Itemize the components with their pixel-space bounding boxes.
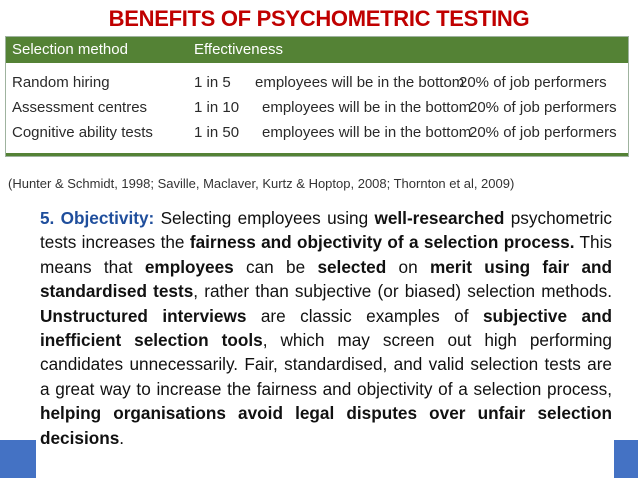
header-selection-method: Selection method [12, 41, 128, 58]
bold-run: selected [317, 256, 387, 277]
bold-run: merit using fair and standardised tests [40, 256, 613, 302]
bold-run: subjective and inefficient selection tools [40, 305, 613, 351]
bold-run: well-researched [374, 208, 505, 228]
bold-run: fairness and objectivity of a selection process. [189, 232, 575, 253]
text-run: are classic examples of [246, 305, 483, 326]
objectivity-paragraph [36, 206, 614, 476]
row-tail: 20% of job performers [469, 124, 617, 141]
row-ratio: 1 in 5 [194, 74, 231, 91]
row-method: Random hiring [12, 74, 110, 91]
citation: (Hunter & Schmidt, 1998; Saville, Maclaver, Kurtz & Hoptop, 2008; Thornton et al, 2009) [8, 176, 515, 191]
row-middle: employees will be in the bottom [255, 74, 465, 91]
bold-run: employees [144, 256, 234, 277]
row-method: Cognitive ability tests [12, 124, 153, 141]
effectiveness-table [5, 36, 629, 157]
row-tail: 20% of job performers [459, 74, 607, 91]
row-middle: employees will be in the bottom [262, 124, 472, 141]
text-run: This means that [40, 232, 613, 277]
bold-run: Unstructured interviews [40, 305, 247, 326]
row-method: Assessment centres [12, 99, 148, 116]
table-header-row [6, 37, 628, 63]
paragraph-heading: 5. Objectivity: [40, 208, 155, 228]
bold-run: helping organisations avoid legal disputes over unfair selection decisions [40, 403, 612, 448]
row-tail: 20% of job performers [469, 99, 617, 116]
row-middle: employees will be in the bottom [262, 99, 472, 116]
row-ratio: 1 in 50 [194, 124, 240, 141]
text-run: can be [233, 256, 318, 277]
text-run: on [386, 256, 430, 277]
text-run: , which may screen out high performing candidates unnecessarily. Fair, standardised, and valid selection tests are a great way to increase the fairness and objectivity of a selection process, [40, 330, 612, 399]
text-run: , rather than subjective (or biased) selection methods. [193, 281, 612, 302]
slide-title: BENEFITS OF PSYCHOMETRIC TESTING [108, 6, 530, 31]
header-effectiveness: Effectiveness [194, 41, 283, 58]
text-run: . [119, 427, 125, 448]
text-run: psychometric tests increases the [40, 208, 612, 253]
row-ratio: 1 in 10 [194, 99, 240, 116]
right-accent-bar [614, 440, 638, 478]
text-run: Selecting employees using [154, 208, 375, 228]
table-bottom-rule [6, 153, 628, 156]
left-accent-bar [0, 440, 36, 478]
